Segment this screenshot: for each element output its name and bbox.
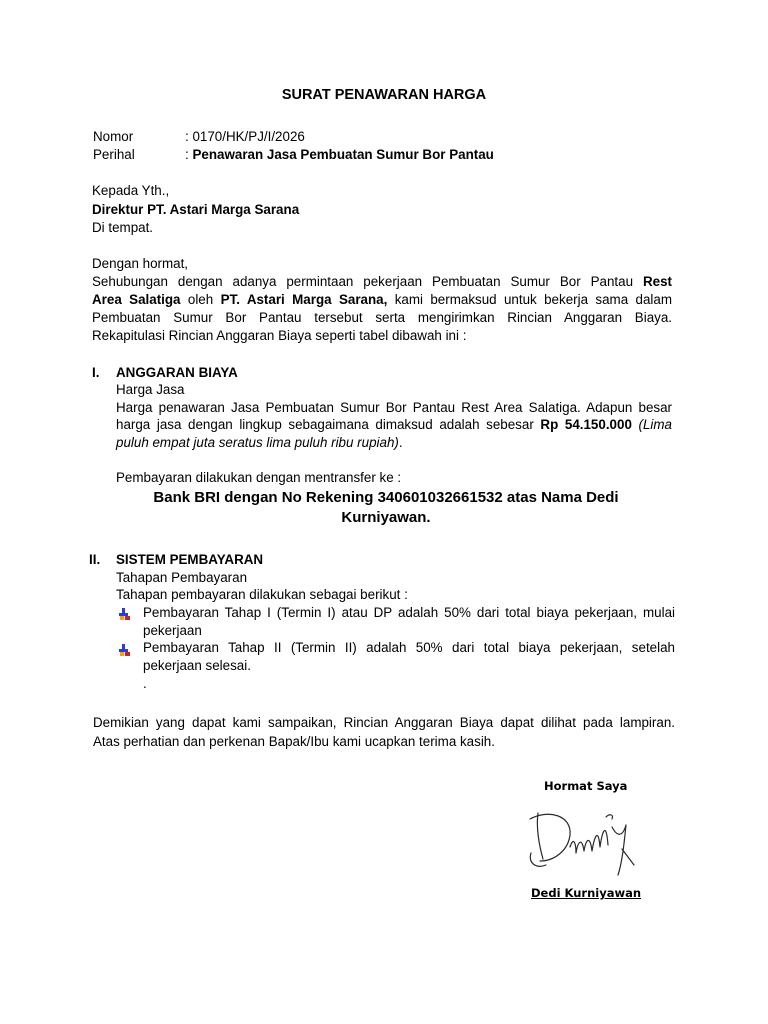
- price-words-start: (Lima: [631, 417, 672, 432]
- payment-item-2-line-2: pekerjaan selesai.: [143, 658, 251, 673]
- payment-item-2-line-1: Pembayaran Tahap II (Termin II) adalah 50% dari total biaya pekerjaan, setelah: [143, 640, 675, 655]
- letter-title: SURAT PENAWARAN HARGA: [281, 87, 487, 103]
- nomor-label: Nomor: [93, 129, 134, 144]
- opening-bold-company: PT. Astari Marga Sarana,: [220, 292, 388, 307]
- opening-line-2: [92, 292, 672, 307]
- closing-line-1: Demikian yang dapat kami sampaikan, Rincian Anggaran Biaya dapat dilihat pada lampiran.: [93, 715, 675, 730]
- opening-line-1: [92, 274, 672, 289]
- opening-line-4: Rekapitulasi Rincian Anggaran Biaya seperti tabel dibawah ini :: [92, 328, 467, 343]
- perihal-colon: :: [185, 147, 193, 162]
- opening-text-cont: kami bermaksud untuk bekerja sama dalam: [387, 292, 672, 307]
- payment-item-1-line-2: pekerjaan: [143, 623, 202, 638]
- section1-paragraph-line-1: Harga penawaran Jasa Pembuatan Sumur Bor Pantau Rest Area Salatiga. Adapun besar: [116, 400, 672, 415]
- recipient-place: Di tempat.: [92, 220, 154, 235]
- bank-line-1: Bank BRI dengan No Rekening 340601032661532 atas Nama Dedi: [153, 489, 619, 506]
- section2-subtitle: Tahapan Pembayaran: [116, 570, 248, 585]
- bank-account-info: [116, 488, 656, 528]
- section1-paragraph-line-2: [116, 417, 672, 432]
- section1-number: I.: [92, 365, 100, 380]
- opening-line-3: Pembuatan Sumur Bor Pantau tersebut serta mengirimkan Rincian Anggaran Biaya.: [92, 310, 672, 325]
- regards-text: Hormat Saya: [544, 779, 628, 793]
- closing-line-2: Atas perhatian dan perkenan Bapak/Ibu kami ucapkan terima kasih.: [93, 734, 495, 749]
- section1-subtitle: Harga Jasa: [116, 382, 185, 397]
- bullet-icon: [119, 608, 131, 620]
- recipient-name: Direktur PT. Astari Marga Sarana: [92, 202, 300, 217]
- bullet-icon: [119, 644, 131, 656]
- bank-line-2: Kurniyawan.: [341, 509, 431, 526]
- salutation: Dengan hormat,: [92, 256, 189, 271]
- recipient-greeting: Kepada Yth.,: [92, 183, 170, 198]
- opening-text-oleh: oleh: [180, 292, 221, 307]
- price-amount: Rp 54.150.000: [540, 417, 632, 432]
- opening-bold-area: Area Salatiga: [92, 292, 181, 307]
- nomor-value: : 0170/HK/PJ/I/2026: [185, 129, 305, 144]
- perihal-label: Perihal: [93, 147, 135, 162]
- opening-bold-rest: Rest: [642, 274, 672, 289]
- price-words: puluh empat juta seratus lima puluh ribu rupiah): [116, 435, 399, 450]
- stray-dot: .: [143, 676, 147, 691]
- signer-name: Dedi Kurniyawan: [531, 886, 642, 900]
- section2-intro: Tahapan pembayaran dilakukan sebagai berikut :: [116, 587, 408, 602]
- section2-title: SISTEM PEMBAYARAN: [116, 552, 264, 567]
- perihal-text: Penawaran Jasa Pembuatan Sumur Bor Pantau: [192, 147, 494, 162]
- section2-number: II.: [89, 552, 101, 567]
- perihal-value: [185, 147, 494, 162]
- transfer-text: Pembayaran dilakukan dengan mentransfer ke :: [116, 470, 402, 485]
- opening-text: Sehubungan dengan adanya permintaan pekerjaan Pembuatan Sumur Bor Pantau: [92, 274, 643, 289]
- section1-title: ANGGARAN BIAYA: [116, 365, 238, 380]
- section1-paragraph-line-3: [116, 435, 403, 450]
- signature-image: [526, 805, 638, 879]
- price-words-end: .: [398, 435, 403, 450]
- payment-item-1-line-1: Pembayaran Tahap I (Termin I) atau DP adalah 50% dari total biaya pekerjaan, mulai: [143, 605, 675, 620]
- price-text: harga jasa dengan lingkup sebagaimana dimaksud adalah sebesar: [116, 417, 541, 432]
